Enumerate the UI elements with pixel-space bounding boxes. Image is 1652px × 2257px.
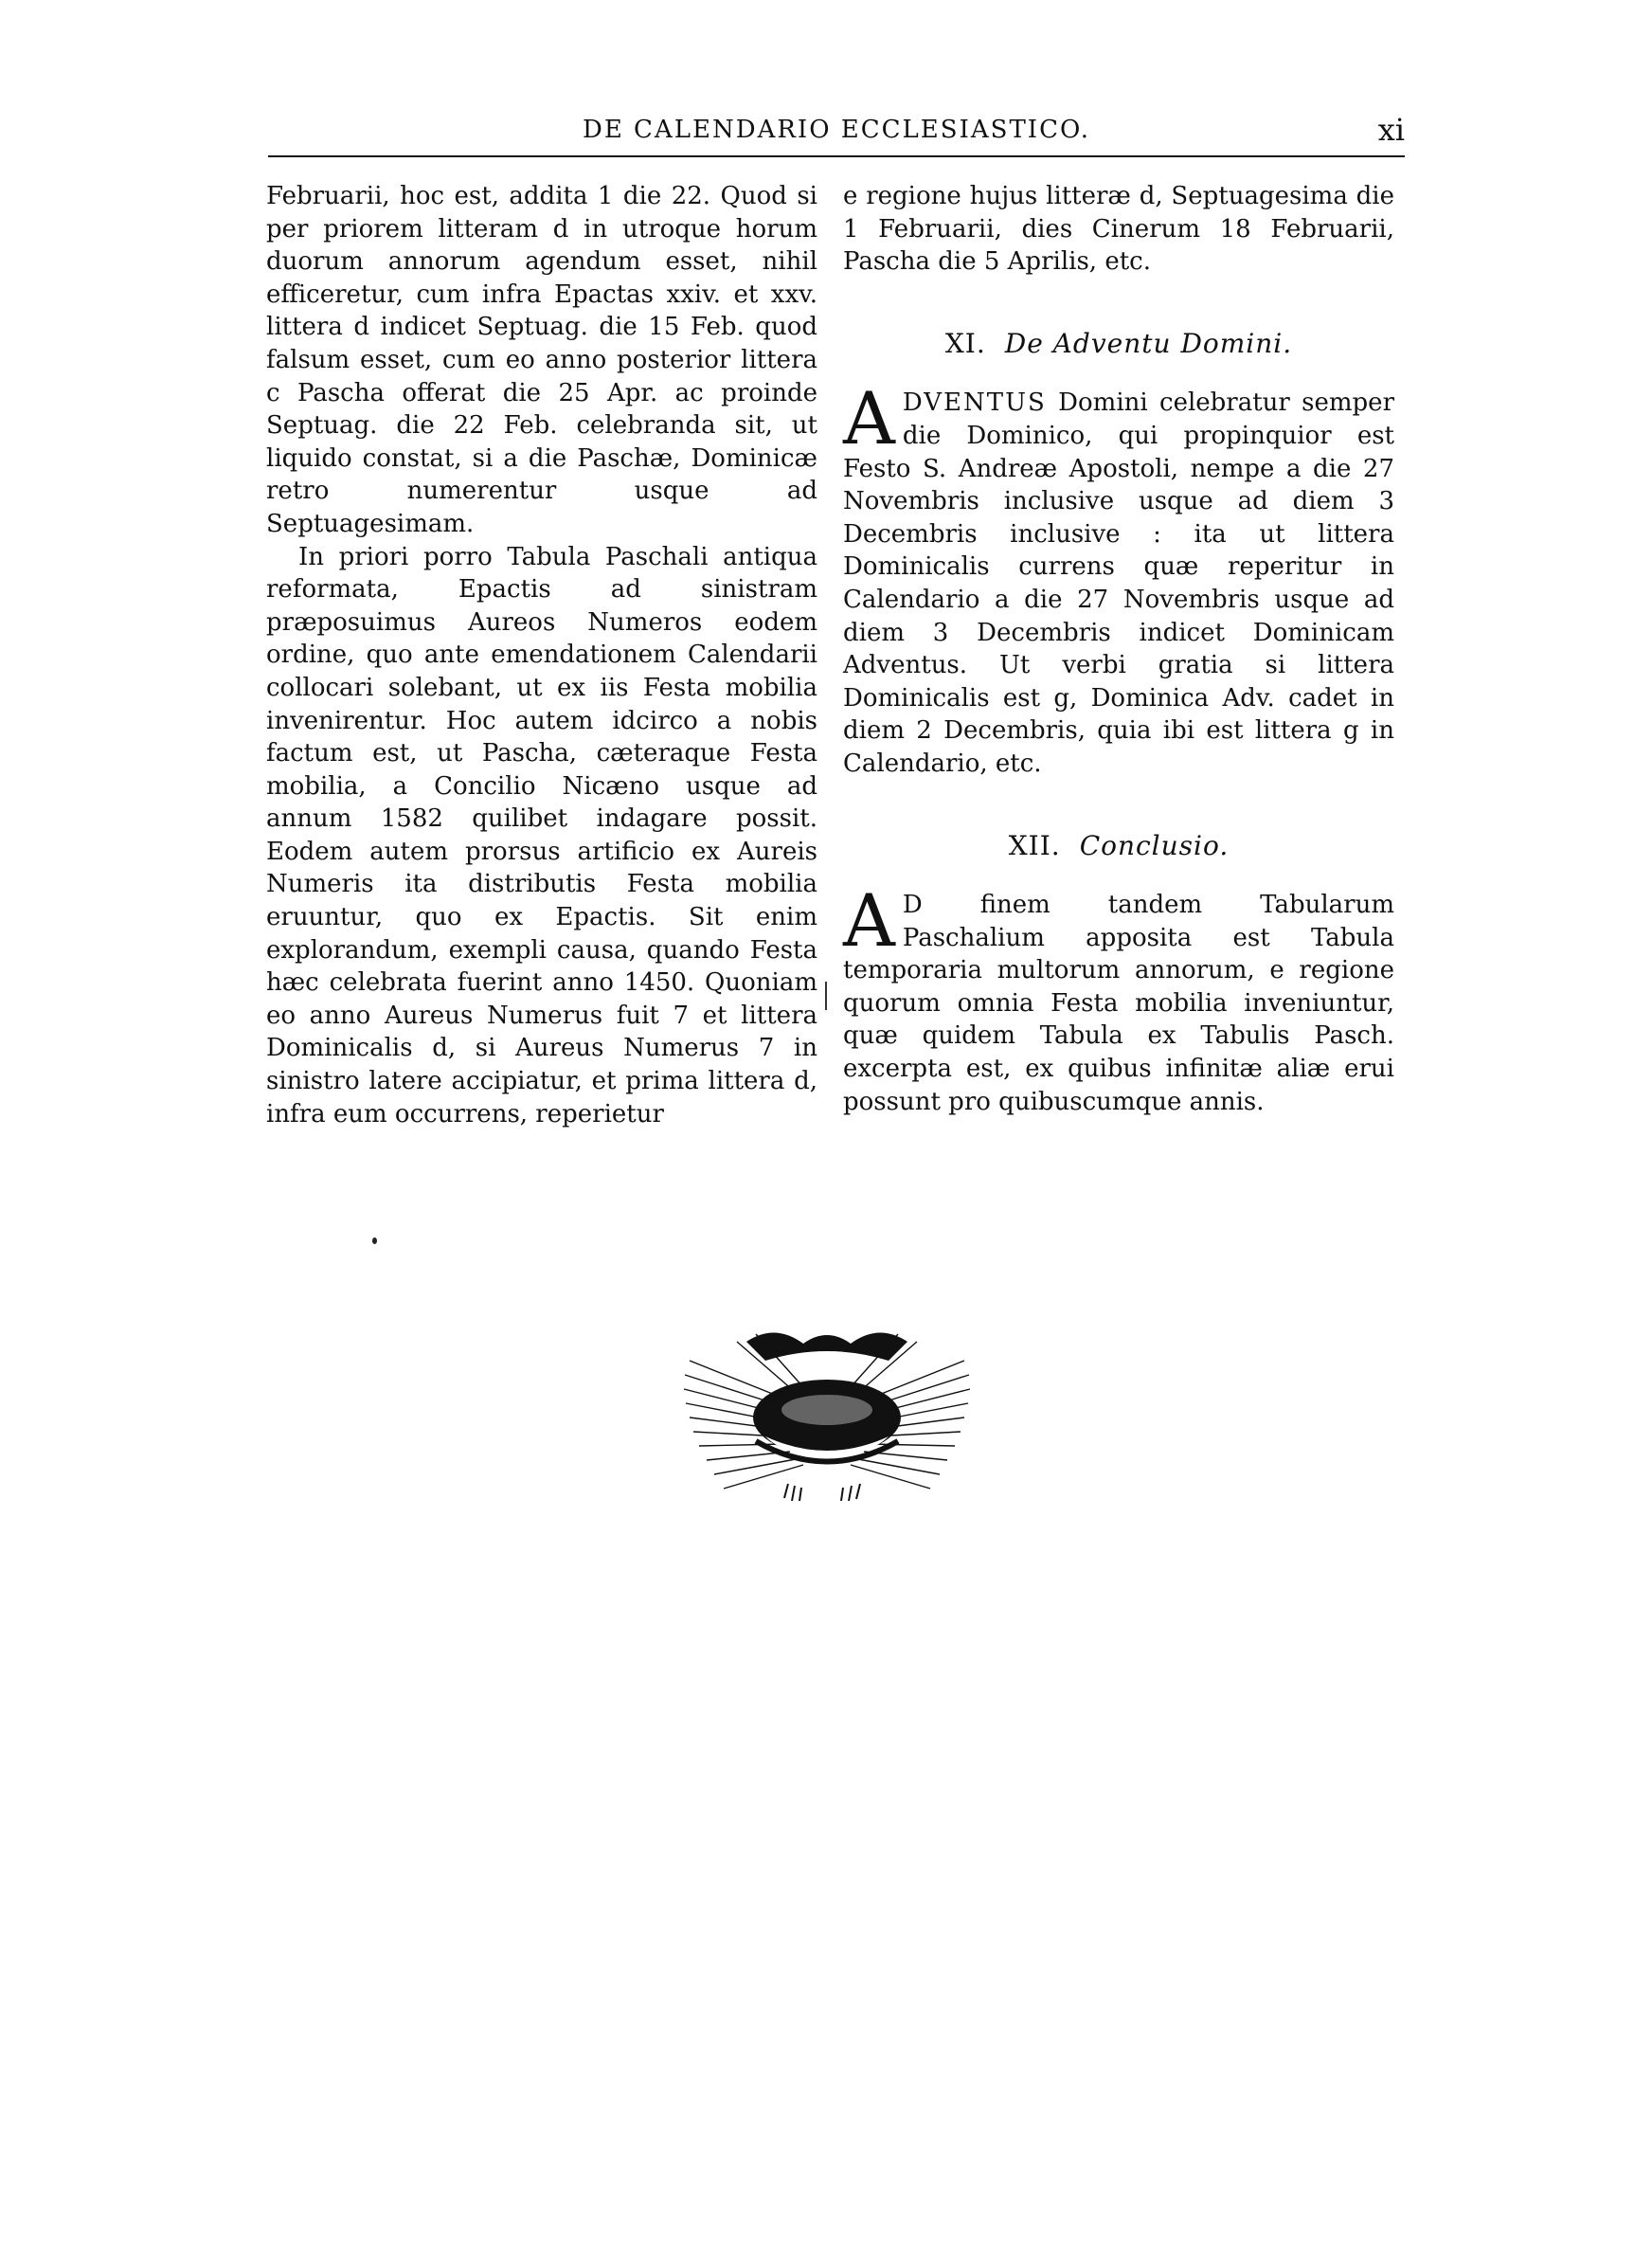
drop-cap: A — [843, 376, 895, 461]
section-numeral: XII. — [1008, 829, 1061, 861]
section-title: Conclusio. — [1079, 829, 1230, 861]
section-body-conclusio — [843, 878, 1394, 1118]
running-title: DE CALENDARIO ECCLESIASTICO. — [582, 116, 1091, 144]
section-body-adventus — [843, 376, 1394, 780]
column-divider — [825, 982, 827, 1010]
section-title: De Adventu Domini. — [1004, 327, 1293, 359]
section-heading-conclusio — [843, 830, 1394, 863]
left-column — [266, 180, 817, 1130]
section-heading-adventus — [843, 328, 1394, 361]
tailpiece-ornament-icon — [680, 1323, 974, 1512]
ink-speck — [372, 1237, 377, 1244]
running-head — [268, 112, 1405, 150]
section-numeral: XI. — [944, 327, 986, 359]
right-column — [843, 180, 1394, 1118]
page-number: xi — [1377, 112, 1405, 148]
section-text: D finem tandem Tabularum Paschalium apposita est Tabula temporaria multorum annorum, e regione quorum omnia Festa mobilia inveniuntur, quæ quidem Tabula ex Tabulis Pasch. excerpta est, ex quibus infinitæ aliæ erui possunt pro quibuscumque annis. — [843, 891, 1394, 1116]
header-rule — [268, 155, 1405, 157]
paragraph: In priori porro Tabula Paschali antiqua reformata, Epactis ad sinistram præposuimus Aureos Numeros eodem ordine, quo ante emendationem Calendarii collocari solebant, ut ex iis Festa mobilia invenirentur. Hoc autem idcirco a nobis factum est, ut Pascha, cæteraque Festa mobilia, a Concilio Nicæno usque ad annum 1582 quilibet indagare possit. Eodem autem prorsus artificio ex Aureis Numeris ita distributis Festa mobilia eruuntur, quo ex Epactis. Sit enim explorandum, exempli causa, quando Festa hæc celebrata fuerint anno 1450. Quoniam eo anno Aureus Numerus fuit 7 et littera Dominicalis d, si Aureus Numerus 7 in sinistro latere accipiatur, et prima littera d, infra eum occurrens, reperietur — [266, 542, 817, 1128]
paragraph: e regione hujus litteræ d, Septuagesima die 1 Februarii, dies Cinerum 18 Februarii, Pascha die 5 Aprilis, etc. — [843, 182, 1394, 277]
paragraph: Februarii, hoc est, addita 1 die 22. Quod si per priorem litteram d in utroque horum duorum annorum agendum esset, nihil efficeretur, cum infra Epactas xxiv. et xxv. littera d indicet Septuag. die 15 Feb. quod falsum esset, cum eo anno posterior littera c Pascha offerat die 25 Apr. ac proinde Septuag. die 22 Feb. celebranda sit, ut liquido constat, si a die Paschæ, Dominicæ retro numerentur usque ad Septuagesimam. — [266, 182, 817, 538]
section-text: Domini celebratur semper die Dominico, qui propinquior est Festo S. Andreæ Apostoli, nempe a die 27 Novembris inclusive usque ad diem 3 Decembris inclusive : ita ut littera Dominicalis currens quæ reperitur in Calendario a die 27 Novembris usque ad diem 3 Decembris indicet Dominicam Adventus. Ut verbi gratia si littera Dominicalis est g, Dominica Adv. cadet in diem 2 Decembris, quia ibi est littera g in Calendario, etc. — [843, 388, 1394, 778]
drop-cap: A — [843, 878, 895, 964]
small-caps-word: DVENTUS — [902, 388, 1047, 418]
